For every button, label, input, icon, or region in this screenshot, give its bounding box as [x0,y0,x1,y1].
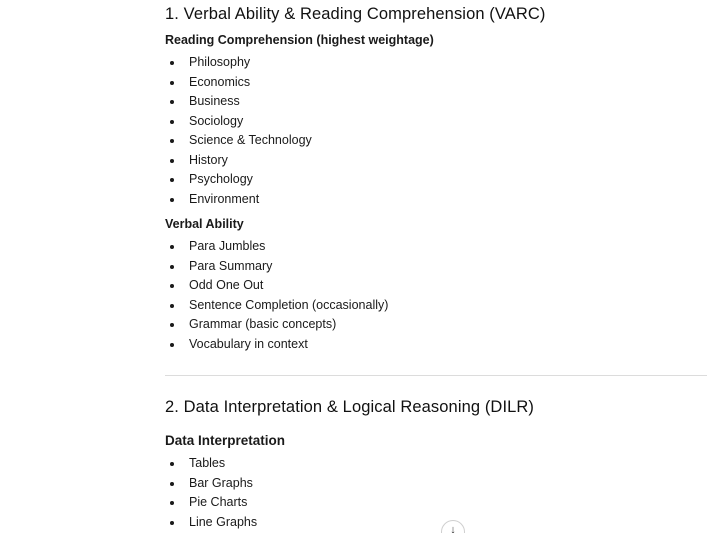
list-item: History [165,151,312,171]
scroll-to-bottom-button[interactable] [441,520,465,533]
list-item: Para Summary [165,257,388,277]
section-divider [165,375,707,376]
list-verbal-ability [165,237,388,354]
list-item: Philosophy [165,53,312,73]
section-heading-varc: 1. Verbal Ability & Reading Comprehension (VARC) [165,5,546,23]
list-reading-comprehension [165,53,312,209]
arrow-down-icon: ↓ [450,524,456,533]
list-item: Environment [165,190,312,210]
list-item: Para Jumbles [165,237,388,257]
list-item: Sentence Completion (occasionally) [165,296,388,316]
list-data-interpretation [165,454,257,532]
subheading-verbal-ability: Verbal Ability [165,217,244,231]
list-item: Pie Charts [165,493,257,513]
list-item: Line Graphs [165,513,257,533]
list-item: Tables [165,454,257,474]
list-item: Vocabulary in context [165,335,388,355]
list-item: Sociology [165,112,312,132]
list-item: Grammar (basic concepts) [165,315,388,335]
list-item: Science & Technology [165,131,312,151]
list-item: Economics [165,73,312,93]
list-item: Business [165,92,312,112]
list-item: Bar Graphs [165,474,257,494]
section-heading-dilr: 2. Data Interpretation & Logical Reasoning (DILR) [165,398,535,416]
subheading-reading-comprehension: Reading Comprehension (highest weightage) [165,33,434,47]
list-item: Odd One Out [165,276,388,296]
subheading-data-interpretation: Data Interpretation [165,433,286,448]
list-item: Psychology [165,170,312,190]
